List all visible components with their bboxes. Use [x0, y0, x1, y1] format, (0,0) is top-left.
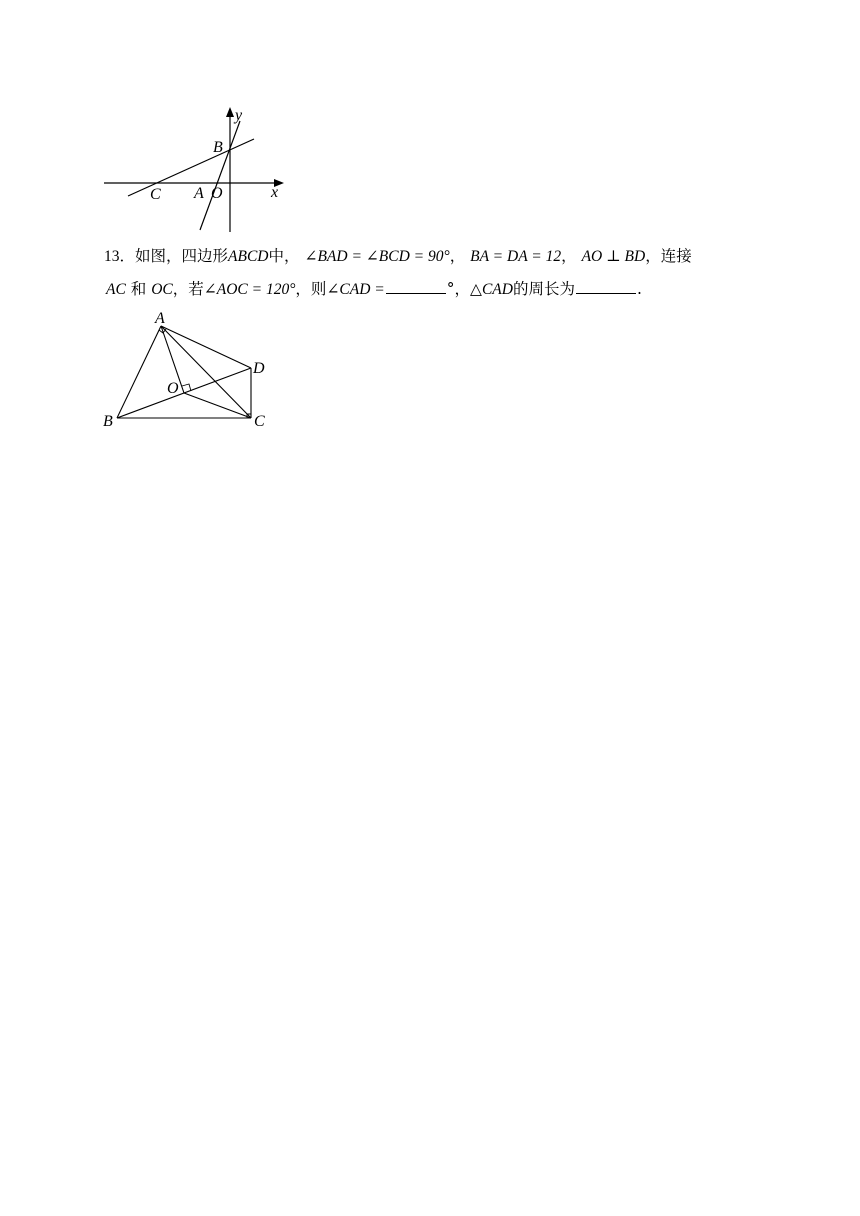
answer-blank-1[interactable]	[386, 277, 446, 294]
text-and: 和	[130, 280, 147, 298]
label-c: C	[150, 186, 161, 203]
label-b: B	[103, 413, 113, 430]
answer-blank-2[interactable]	[576, 277, 636, 294]
condition-perpendicular: AO ⊥ BD	[581, 248, 646, 265]
line-cb	[128, 139, 254, 196]
text-connect: ，连接	[645, 247, 692, 265]
segment-oc: OC	[151, 281, 173, 298]
y-axis-arrow-icon	[226, 107, 234, 117]
question-line-1	[104, 240, 754, 273]
segment-ac: AC	[106, 281, 126, 298]
coordinate-figure	[100, 100, 300, 240]
line-ab	[200, 121, 240, 230]
label-b: B	[213, 139, 223, 156]
triangle-cad: △CAD	[470, 281, 513, 298]
text-end: .	[636, 280, 642, 298]
question-13	[104, 240, 754, 306]
segment-oc	[184, 393, 251, 418]
side-ad	[161, 326, 251, 368]
label-y: y	[235, 107, 243, 124]
quadrilateral-figure	[100, 308, 280, 434]
label-c: C	[254, 413, 265, 430]
label-d: D	[253, 360, 265, 377]
condition-angle-aoc: ∠AOC = 120°	[203, 281, 296, 298]
ask-angle-cad: ∠CAD =	[326, 281, 385, 298]
condition-lengths: BA = DA = 12	[470, 248, 562, 265]
text-if: ，若	[172, 280, 204, 298]
label-o: O	[167, 380, 179, 397]
label-a: A	[155, 310, 165, 327]
condition-angles: ∠BAD = ∠BCD = 90°	[304, 248, 450, 265]
question-intro: 如图，四边形	[135, 247, 229, 265]
question-number: 13．	[104, 248, 136, 265]
diagonal-ac	[161, 326, 251, 418]
text-in: 中，	[268, 247, 300, 265]
degree-after-blank: °，	[446, 280, 471, 298]
quadrilateral-name: ABCD	[228, 248, 269, 265]
text-then: ，则	[295, 280, 327, 298]
question-line-2	[104, 273, 754, 306]
label-o: O	[211, 185, 223, 202]
text-perimeter: 的周长为	[512, 280, 575, 298]
label-x: x	[271, 184, 279, 201]
label-a: A	[194, 185, 204, 202]
comma-1: ，	[449, 247, 466, 265]
comma-2: ，	[561, 247, 577, 265]
